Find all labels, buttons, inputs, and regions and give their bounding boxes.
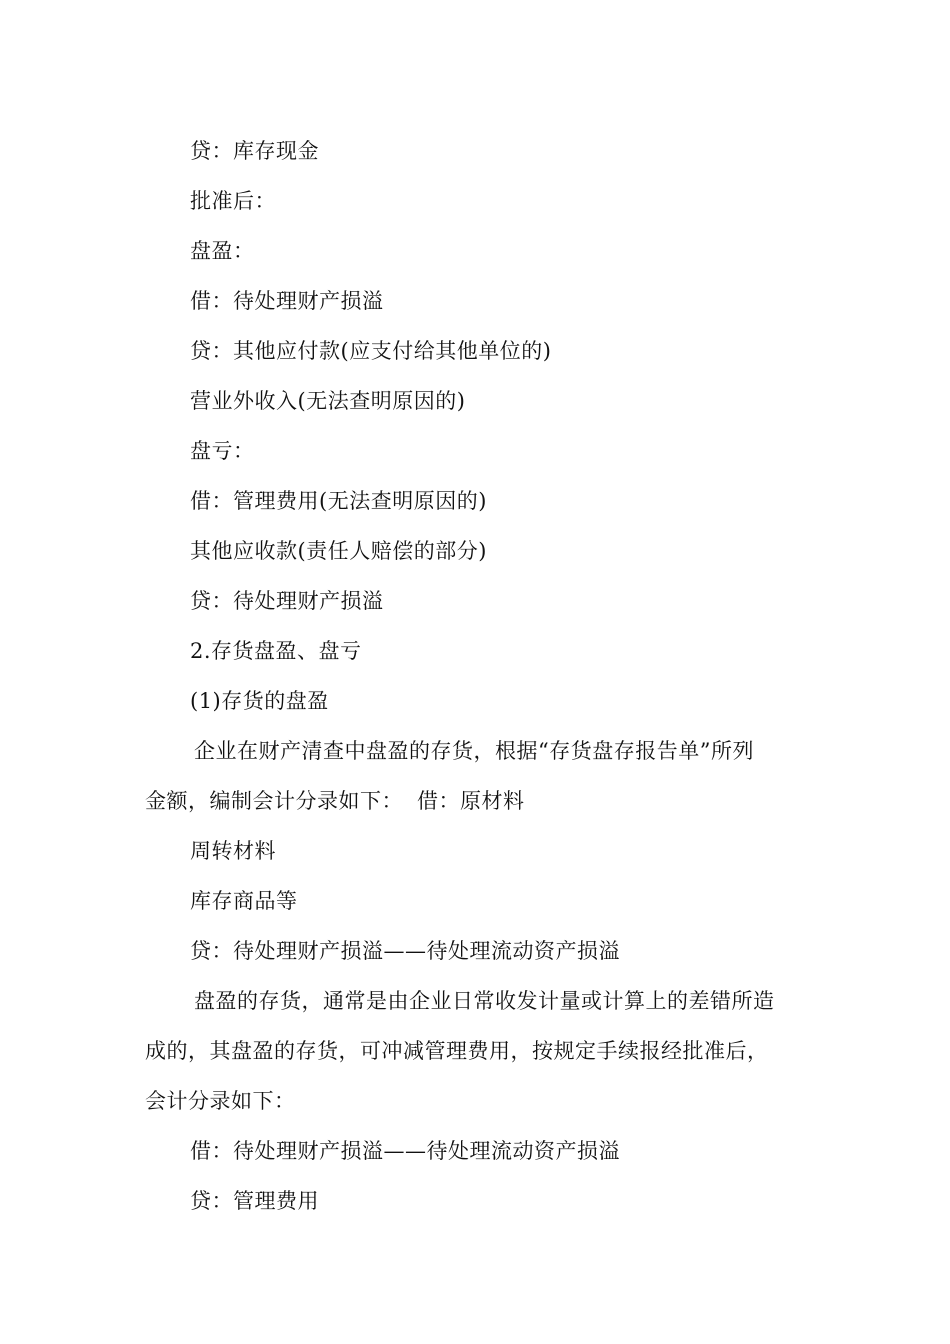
text-line: 贷：待处理财产损溢——待处理流动资产损溢 (190, 939, 620, 963)
text-line: 批准后： (190, 189, 276, 213)
paragraph-line: 盘盈的存货，通常是由企业日常收发计量或计算上的差错所造 (194, 989, 775, 1013)
paragraph-line: 企业在财产清查中盘盈的存货，根据“存货盘存报告单”所列 (194, 739, 754, 763)
paragraph-line (145, 776, 813, 826)
paragraph-text: 借：原材料 (417, 789, 525, 813)
section-heading: 2.存货盘盈、盘亏 (190, 639, 362, 663)
text-line: 其他应收款(责任人赔偿的部分) (190, 539, 487, 563)
text-line: 贷：待处理财产损溢 (190, 589, 384, 613)
text-line: 贷：管理费用 (190, 1189, 319, 1213)
paragraph-line: 成的，其盘盈的存货，可冲减管理费用，按规定手续报经批准后， (145, 1039, 769, 1063)
text-line: 借：待处理财产损溢——待处理流动资产损溢 (190, 1139, 620, 1163)
text-line: 盘亏： (190, 439, 255, 463)
text-line: 贷：库存现金 (190, 139, 319, 163)
paragraph-text: 金额，编制会计分录如下： (145, 789, 403, 813)
text-line: 周转材料 (190, 839, 276, 863)
text-line: 盘盈： (190, 239, 255, 263)
paragraph-line: 会计分录如下： (145, 1089, 296, 1113)
text-line: 贷：其他应付款(应支付给其他单位的) (190, 339, 552, 363)
text-line: 借：管理费用(无法查明原因的) (190, 489, 487, 513)
document-body (145, 126, 813, 1226)
text-line: 库存商品等 (190, 889, 298, 913)
text-line: 营业外收入(无法查明原因的) (190, 389, 466, 413)
subsection-heading: (1)存货的盘盈 (190, 689, 329, 713)
text-line: 借：待处理财产损溢 (190, 289, 384, 313)
